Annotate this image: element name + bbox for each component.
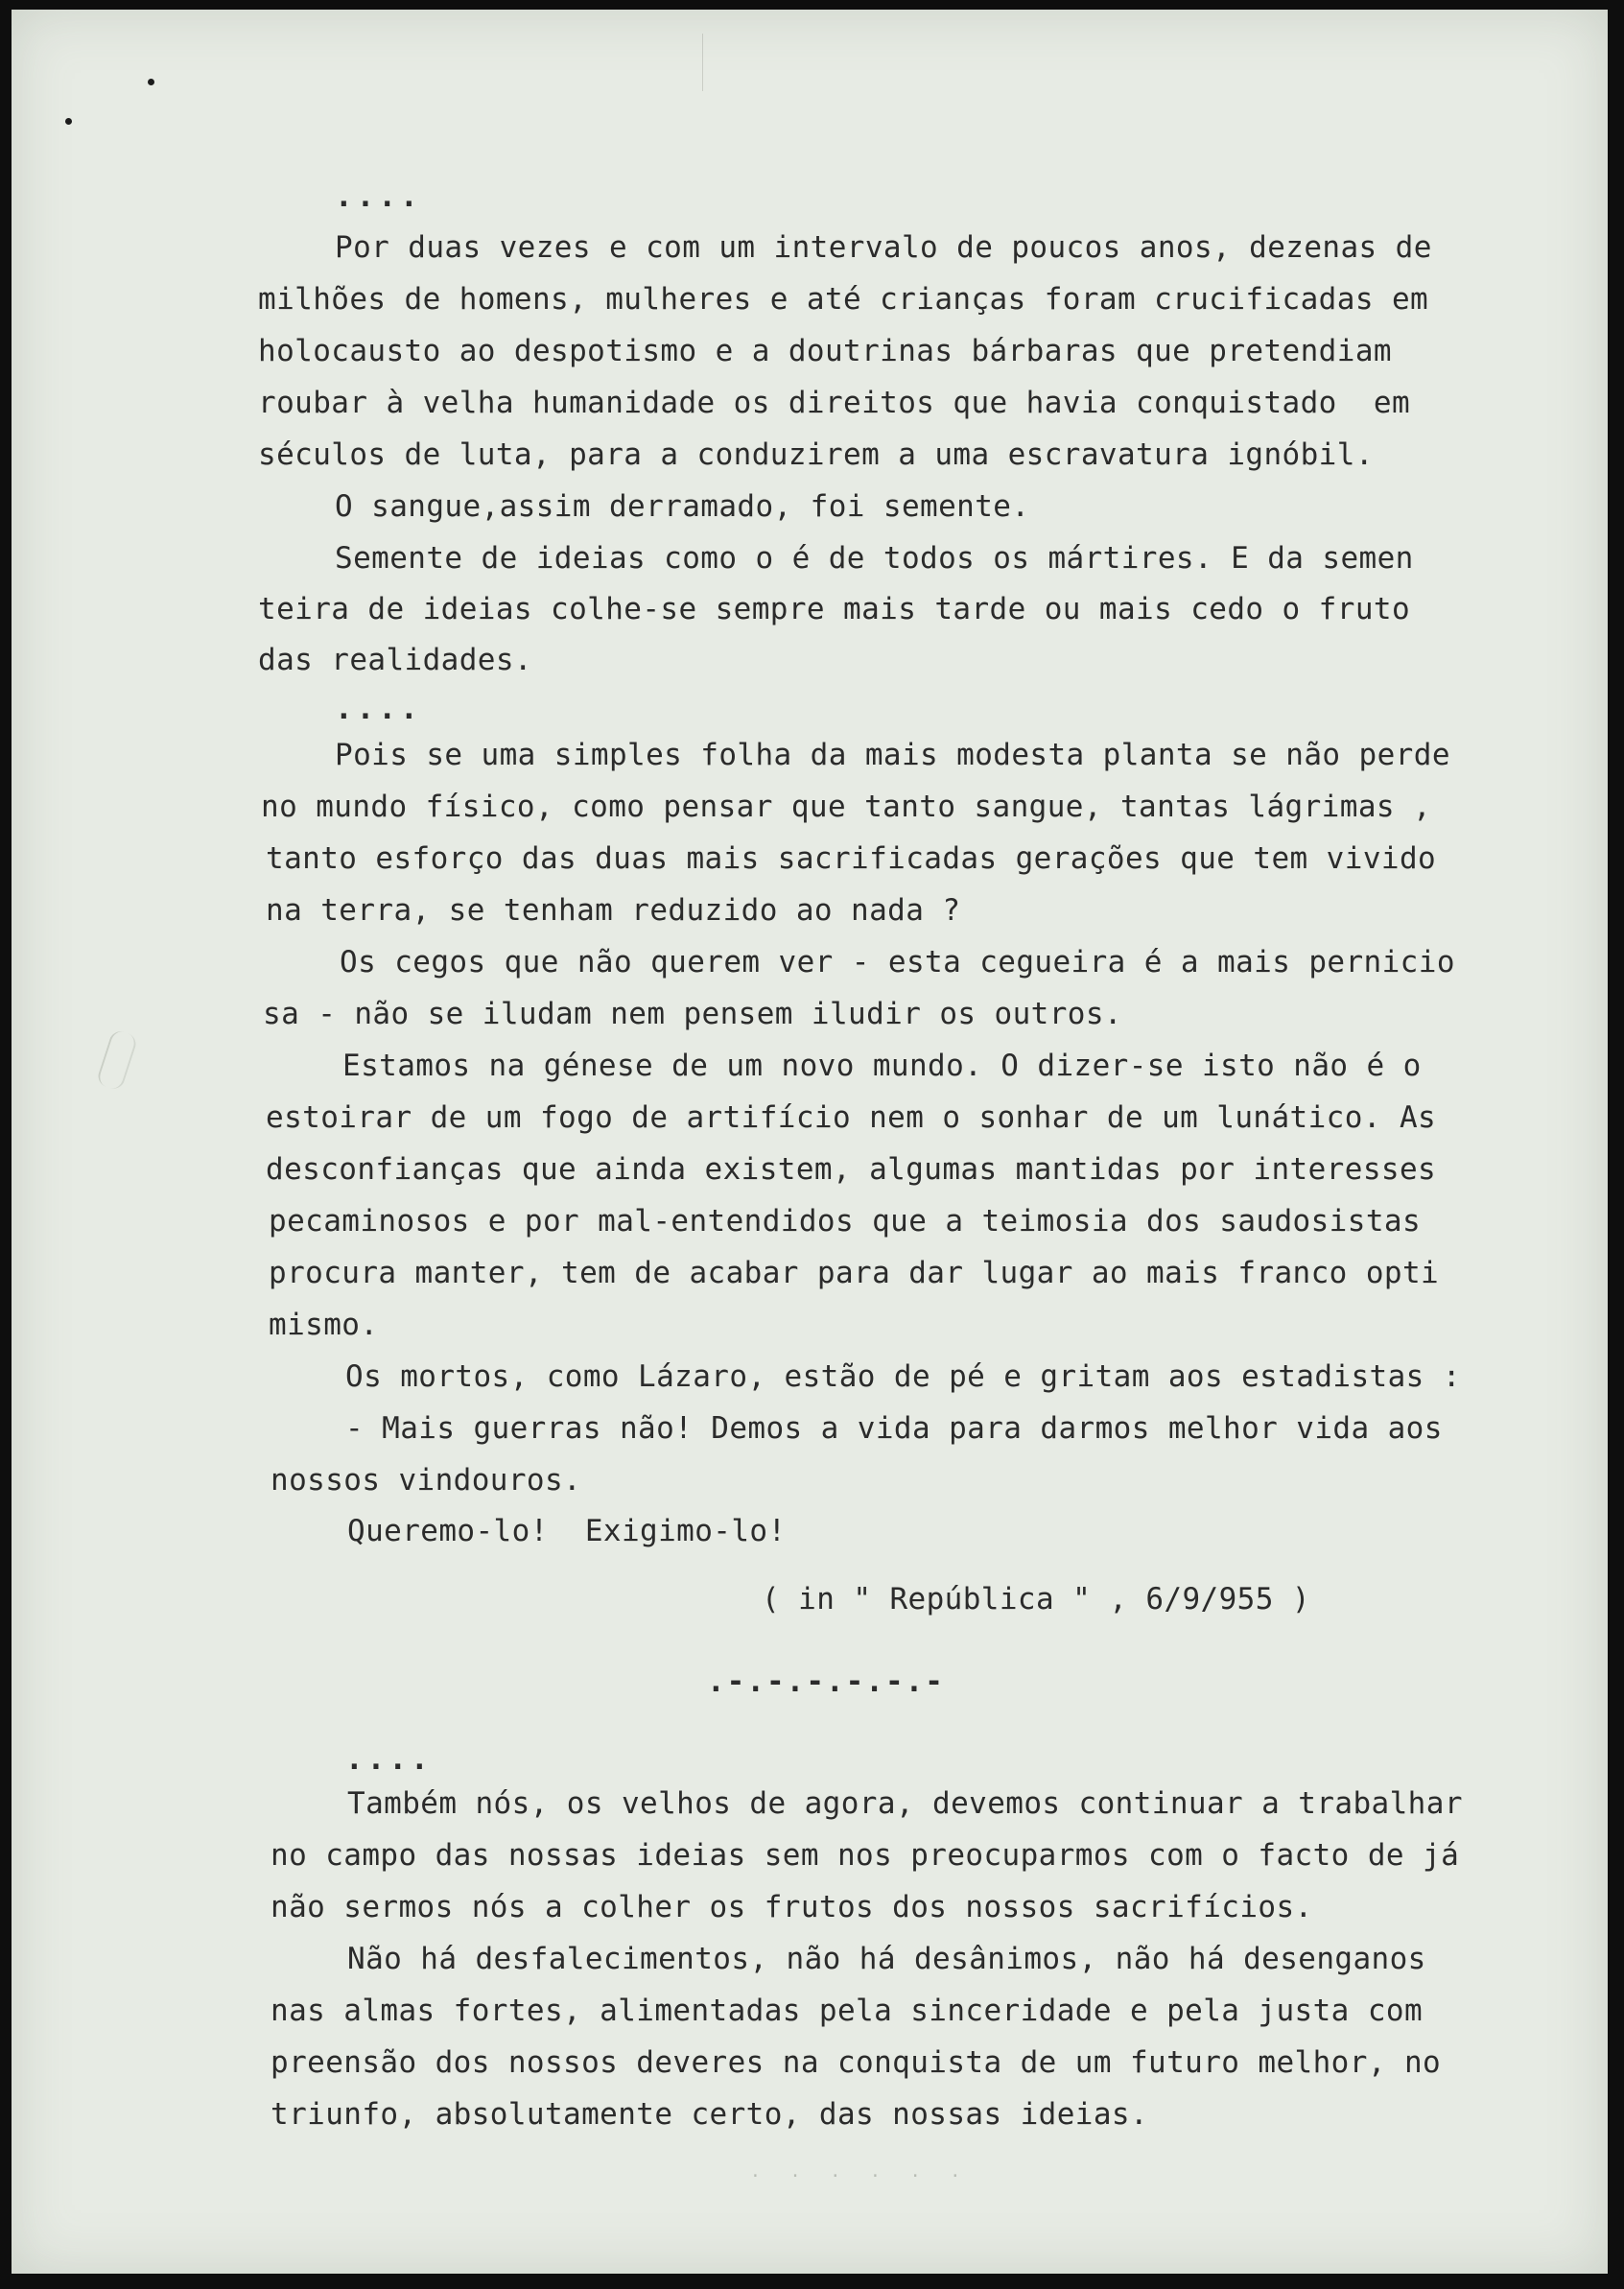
text-line: nas almas fortes, alimentadas pela sinceridade e pela justa com xyxy=(271,1994,1424,2028)
text-line: procura manter, tem de acabar para dar lugar ao mais franco opti xyxy=(269,1256,1440,1290)
text-line: estoirar de um fogo de artifício nem o sonhar de um lunático. As xyxy=(266,1100,1437,1135)
text-line: desconfianças que ainda existem, algumas mantidas por interesses xyxy=(266,1152,1437,1187)
text-line: no mundo físico, como pensar que tanto sangue, tantas lágrimas , xyxy=(261,790,1432,824)
text-line: milhões de homens, mulheres e até crianças foram crucificadas em xyxy=(258,282,1429,317)
paper-fold-line xyxy=(702,34,703,91)
text-line: teira de ideias colhe-se sempre mais tarde ou mais cedo o fruto xyxy=(258,592,1411,626)
text-line: Pois se uma simples folha da mais modesta planta se não perde xyxy=(335,738,1450,772)
text-line: Também nós, os velhos de agora, devemos continuar a trabalhar xyxy=(347,1786,1463,1821)
text-line: séculos de luta, para a conduzirem a uma escravatura ignóbil. xyxy=(258,437,1374,472)
text-line: O sangue,assim derramado, foi semente. xyxy=(335,489,1030,524)
bleed-through-marks: · · · · · · xyxy=(750,2166,971,2186)
text-line: triunfo, absolutamente certo, das nossas ideias. xyxy=(271,2097,1149,2132)
punch-hole-mark xyxy=(65,118,72,125)
text-line: - Mais guerras não! Demos a vida para darmos melhor vida aos xyxy=(345,1411,1443,1446)
text-line: tanto esforço das duas mais sacrificadas gerações que tem vivido xyxy=(266,841,1437,876)
text-line: mismo. xyxy=(269,1308,379,1342)
text-line: das realidades. xyxy=(258,643,532,677)
text-line: na terra, se tenham reduzido ao nada ? xyxy=(266,893,961,928)
text-line: Queremo-lo! Exigimo-lo! xyxy=(347,1514,787,1548)
text-line: nossos vindouros. xyxy=(271,1463,582,1498)
text-line: Os mortos, como Lázaro, estão de pé e gritam aos estadistas : xyxy=(345,1359,1461,1394)
text-line: Estamos na génese de um novo mundo. O dizer-se isto não é o xyxy=(342,1049,1422,1083)
text-line: no campo das nossas ideias sem nos preocuparmos com o facto de já xyxy=(271,1838,1460,1873)
document-page xyxy=(12,10,1608,2274)
section-dots: .... xyxy=(335,692,422,726)
text-line: Não há desfalecimentos, não há desânimos, não há desenganos xyxy=(347,1942,1426,1976)
section-separator: .-.-.-.-.-.- xyxy=(707,1664,945,1699)
text-line: pecaminosos e por mal-entendidos que a teimosia dos saudosistas xyxy=(269,1204,1422,1239)
text-line: Por duas vezes e com um intervalo de poucos anos, dezenas de xyxy=(335,230,1432,265)
margin-mark xyxy=(95,1028,138,1092)
section-dots: .... xyxy=(345,1742,433,1777)
punch-hole-mark xyxy=(148,79,154,85)
text-line: Semente de ideias como o é de todos os mártires. E da semen xyxy=(335,541,1414,576)
text-line: Os cegos que não querem ver - esta cegueira é a mais pernicio xyxy=(340,945,1455,979)
text-line: holocausto ao despotismo e a doutrinas bárbaras que pretendiam xyxy=(258,334,1392,368)
text-line: não sermos nós a colher os frutos dos nossos sacrifícios. xyxy=(271,1890,1313,1924)
section-dots: .... xyxy=(335,179,422,214)
text-line: sa - não se iludam nem pensem iludir os outros. xyxy=(263,997,1122,1031)
text-line: preensão dos nossos deveres na conquista de um futuro melhor, no xyxy=(271,2045,1442,2080)
source-citation: ( in " República " , 6/9/955 ) xyxy=(762,1582,1310,1616)
text-line: roubar à velha humanidade os direitos que havia conquistado em xyxy=(258,386,1411,420)
